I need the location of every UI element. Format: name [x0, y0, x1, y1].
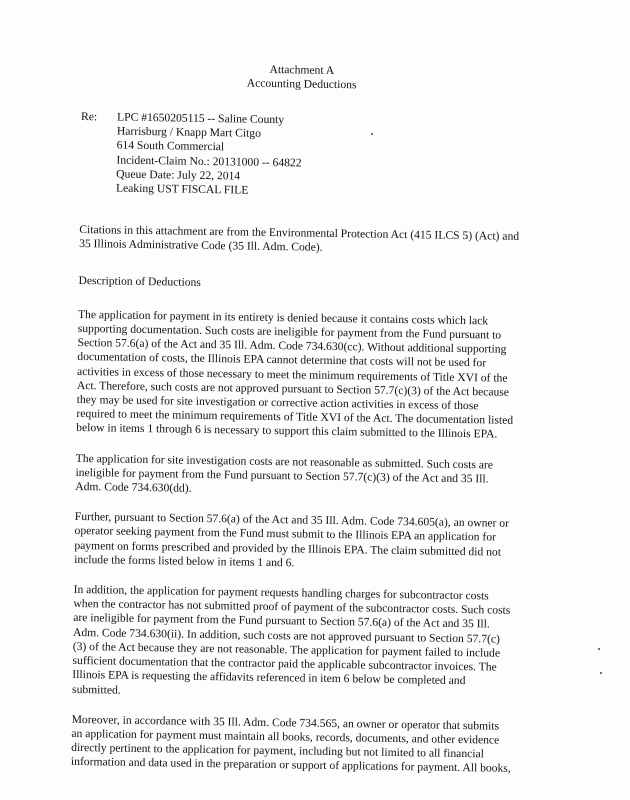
- document-body: [71, 60, 522, 792]
- attachment-title: Attachment A: [269, 62, 335, 77]
- deduction-paragraph: The application for payment in its entirety is denied because it contains costs which lack supporting documentation. Such costs are ineligible for payment from the Fund pursuant to Section 57.6(a) of the Act and 35 Ill. Adm. Code 734.630(cc). Without additional supporting documentation of costs, the Illinois EPA cannot determine that costs will not be used for activities in excess of those necessary to meet the minimum requirements of Title XVI of the Act. Therefore, such costs are not approved pursuant to Section 57.7(c)(3) of the Act because they may be used for site investigation or corrective action activities in excess of those required to meet the minimum requirements of Title XVI of the Act. The documentation listed below in items 1 through 6 is necessary to support this claim submitted to the Illinois EPA.: [76, 307, 514, 442]
- reference-line: Leaking UST FISCAL FILE: [115, 181, 249, 197]
- reference-line: Incident-Claim No.: 20131000 -- 64822: [116, 153, 302, 170]
- reference-block: [80, 110, 521, 202]
- scan-speck: [598, 648, 600, 650]
- citations-paragraph: Citations in this attachment are from the Environmental Protection Act (415 ILCS 5) (Act) and 35 Illinois Administrative Code (35 Ill. Adm. Code).: [79, 223, 520, 255]
- reference-line: Harrisburg / Knapp Mart Citgo: [116, 124, 262, 141]
- reference-line: 614 South Commercial: [116, 138, 225, 154]
- reference-line: Queue Date: July 22, 2014: [116, 167, 241, 183]
- section-heading: Description of Deductions: [78, 273, 201, 289]
- deduction-paragraph: Further, pursuant to Section 57.6(a) of the Act and 35 Ill. Adm. Code 734.605(a), an owner or operator seeking payment from the Fund must submit to the Illinois EPA an application for payment on forms prescribed and provided by the Illinois EPA. The claim submitted did not include the forms listed below in items 1 and 6.: [74, 510, 510, 570]
- reference-lines: [116, 111, 302, 199]
- deduction-paragraph: In addition, the application for payment requests handling charges for subcontractor costs when the contractor has not submitted proof of payment of the subcontractor costs. Such costs are ineligible for payment from the Fund pursuant to Section 57.6(a) of the Act and 35 Ill. Adm. Code 734.630(ii). In addition, such costs are not approved pursuant to Section 57.7(c)(3) of the Act because they are not reasonable. The application for payment failed to include sufficient documentation that the contractor paid the applicable subcontractor invoices. The Illinois EPA is requesting the affidavits referenced in item 6 below be completed and submitted.: [72, 583, 511, 697]
- deduction-paragraph: The application for site investigation costs are not reasonable as submitted. Such costs are ineligible for payment from the Fund pursuant to Section 57.7(c)(3) of the Act and 35 Ill. Adm. Code 734.630(dd).: [75, 451, 494, 495]
- reference-line: LPC #1650205115 -- Saline County: [117, 110, 285, 127]
- deduction-paragraph: Moreover, in accordance with 35 Ill. Adm. Code 734.565, an owner or operator that submits an application for payment must maintain all books, records, documents, and other evidence directly pertinent to the application for payment, including but not limited to all financial information and data used in the preparation or support of applications for payment. All books,: [70, 712, 511, 776]
- scan-speck: [371, 133, 373, 135]
- attachment-subtitle: Accounting Deductions: [246, 76, 357, 92]
- scan-speck: [600, 672, 602, 674]
- title-block: [82, 60, 522, 95]
- reference-label: Re:: [81, 109, 98, 124]
